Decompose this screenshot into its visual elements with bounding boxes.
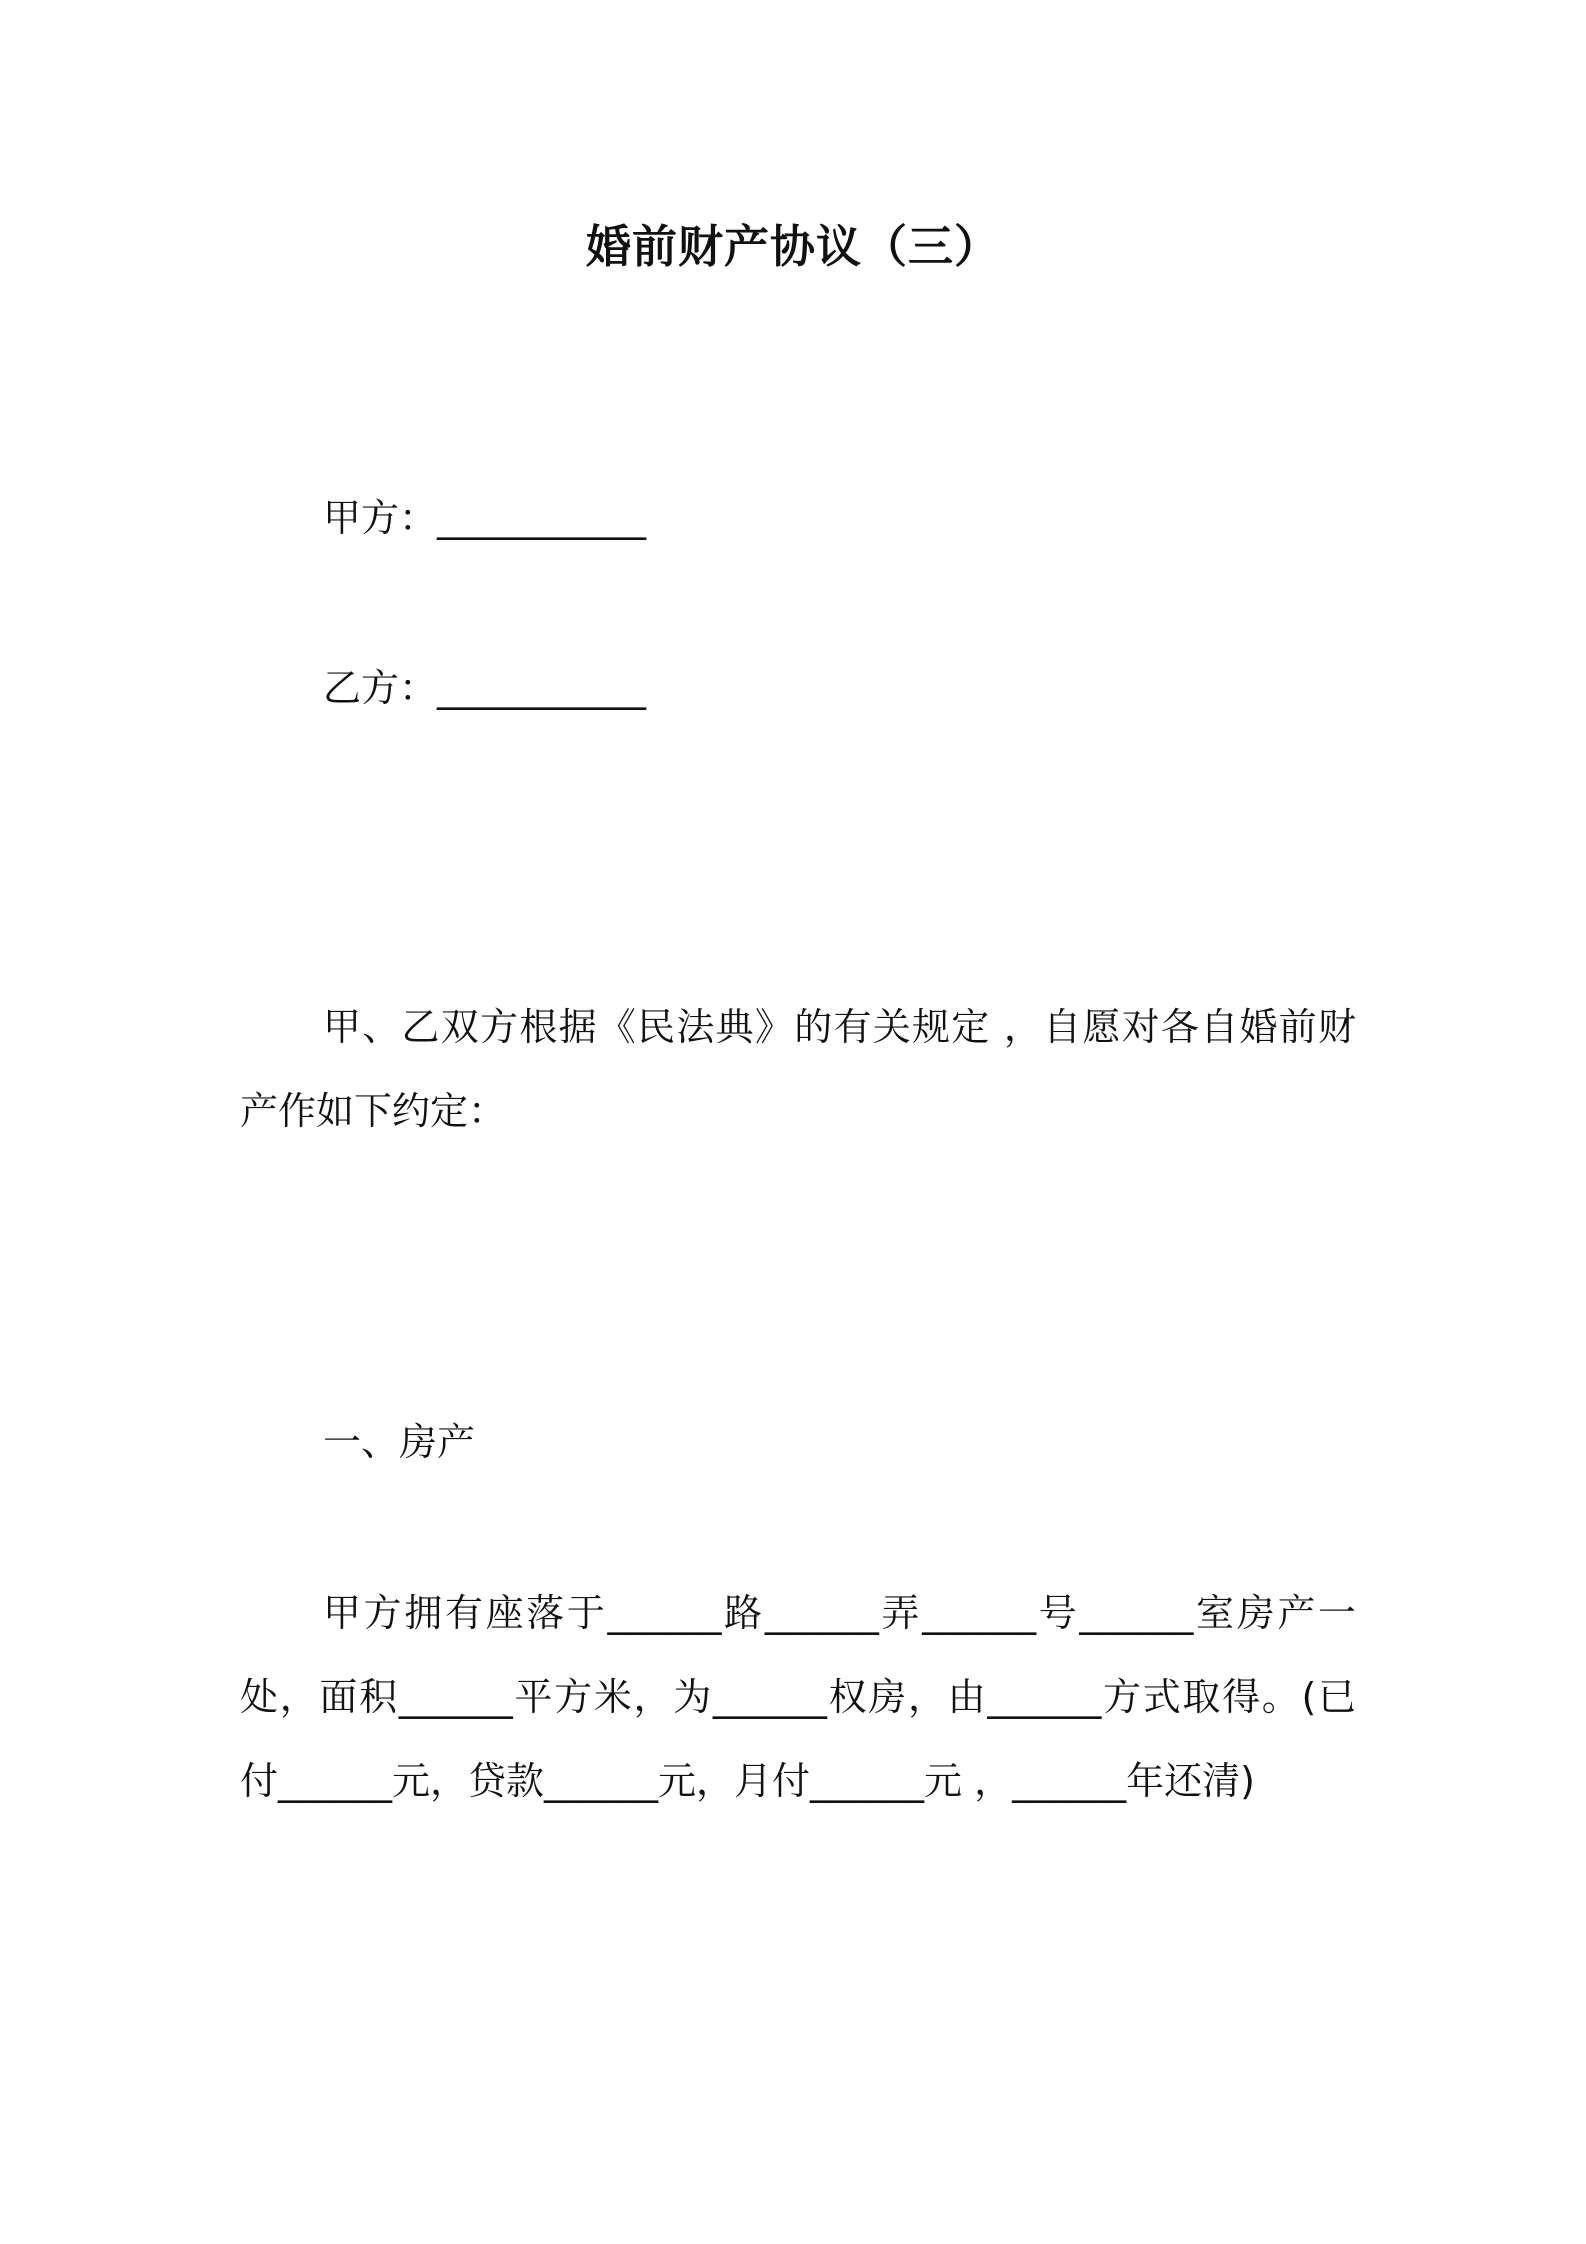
section-heading-property: 一、房产 [323, 1420, 476, 1464]
document-title: 婚前财产协议（三） [585, 220, 1000, 273]
intro-paragraph: 甲、乙双方根据《民法典》的有关规定 ，自愿对各自婚前财产作如下约定： [240, 1005, 1356, 1133]
party-b-line: 乙方：___________ [323, 666, 647, 710]
party-a-line: 甲方：___________ [323, 496, 647, 540]
property-paragraph: 甲方拥有座落于______路______弄______号______室房产一处，面积______平方米，为______权房，由______方式取得。(已付______元，贷款______元，月付______元 ，______年还清) [240, 1591, 1356, 1803]
